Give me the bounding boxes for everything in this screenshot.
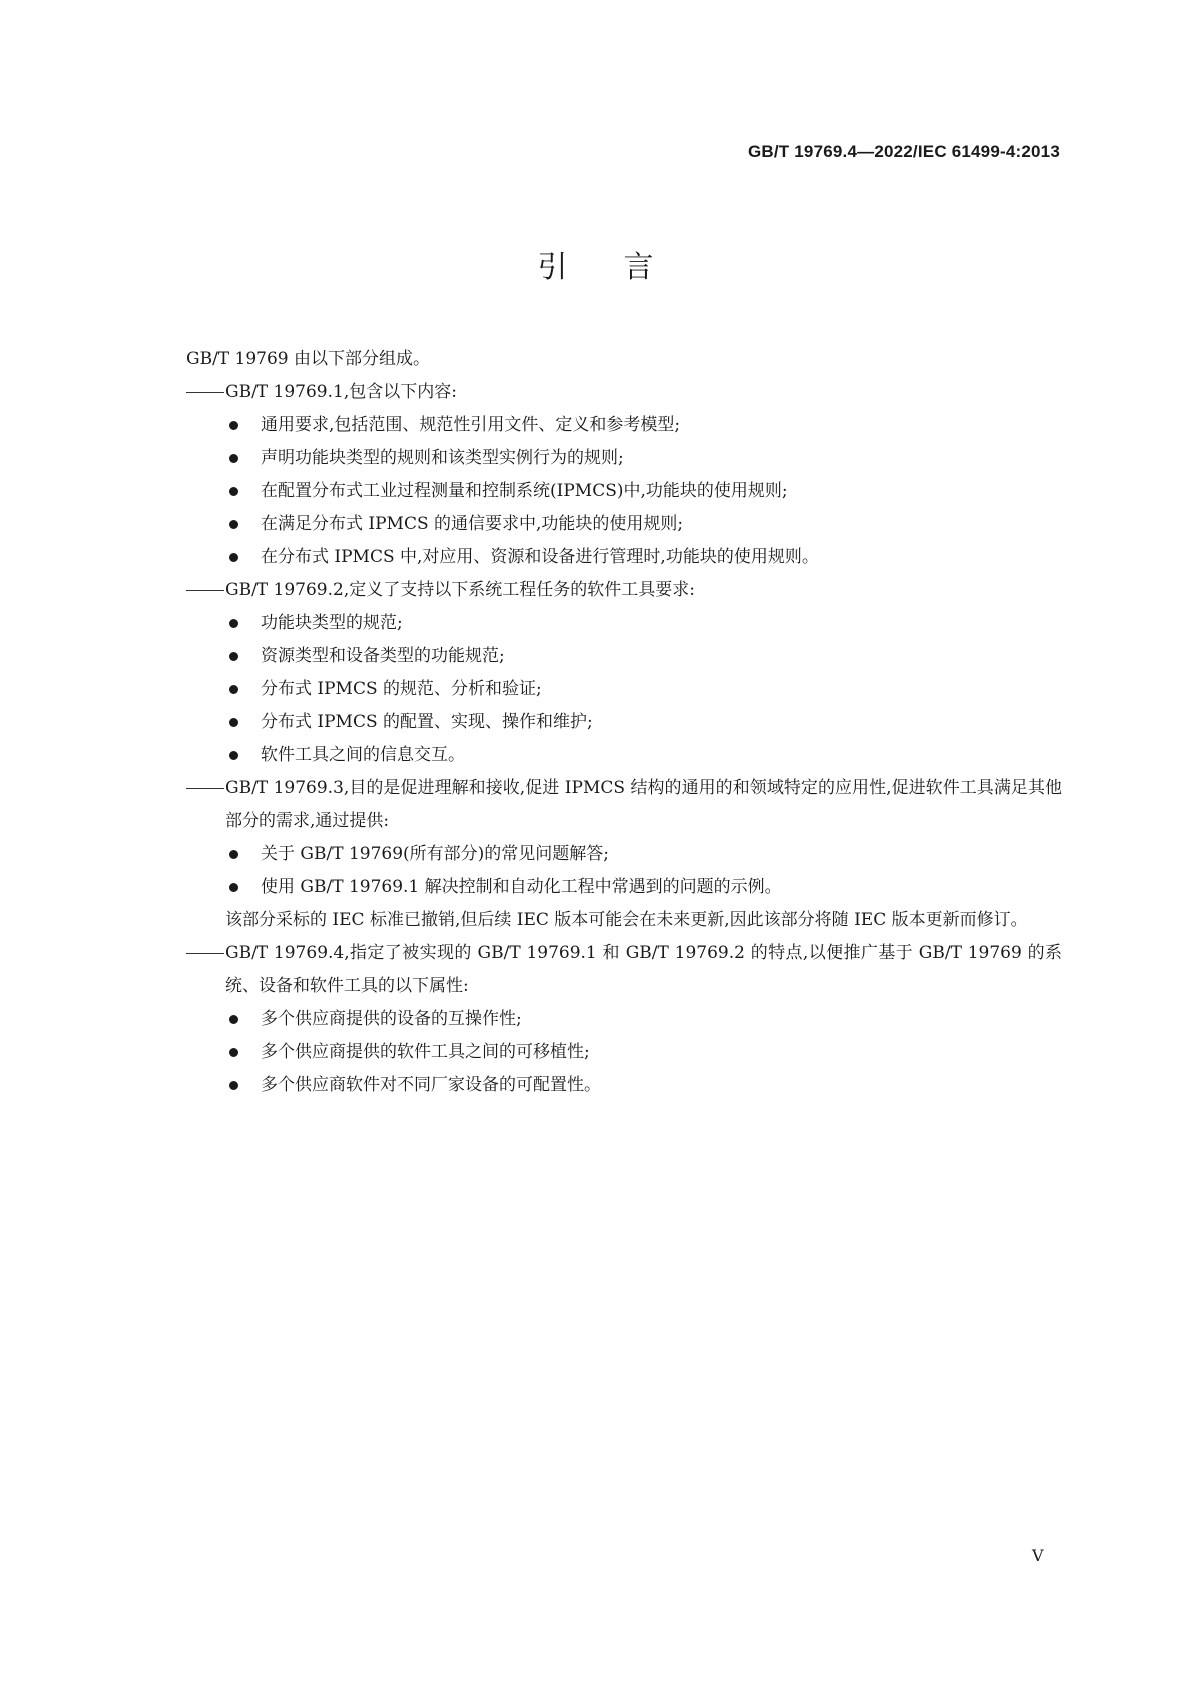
list-item-text: 关于 GB/T 19769(所有部分)的常见问题解答; xyxy=(261,844,610,864)
bullet-icon xyxy=(229,421,238,430)
dash-mark xyxy=(186,953,224,954)
list-item xyxy=(225,640,1062,673)
part-1-heading xyxy=(186,376,1062,409)
list-item xyxy=(225,409,1062,442)
bullet-icon xyxy=(229,883,238,892)
list-item-text: 功能块类型的规范; xyxy=(261,613,403,633)
bullet-icon xyxy=(229,454,238,463)
part-3-text: GB/T 19769.3,目的是促进理解和接收,促进 IPMCS 结构的通用的和领域特定的应用性,促进软件工具满足其他部分的需求,通过提供: xyxy=(225,778,1062,831)
list-item xyxy=(225,838,1062,871)
list-item xyxy=(225,871,1062,904)
bullet-icon xyxy=(229,718,238,727)
part-2 xyxy=(186,574,1062,772)
list-item-text: 多个供应商提供的软件工具之间的可移植性; xyxy=(261,1042,590,1062)
page-number: V xyxy=(1032,1546,1044,1565)
list-item xyxy=(225,1003,1062,1036)
bullet-icon xyxy=(229,1081,238,1090)
list-item xyxy=(225,607,1062,640)
bullet-icon xyxy=(229,652,238,661)
part-3-note: 该部分采标的 IEC 标准已撤销,但后续 IEC 版本可能会在未来更新,因此该部分将随 IEC 版本更新而修订。 xyxy=(225,910,1028,930)
part-4-text: GB/T 19769.4,指定了被实现的 GB/T 19769.1 和 GB/T 19769.2 的特点,以便推广基于 GB/T 19769 的系统、设备和软件工具的以下属性: xyxy=(225,943,1062,996)
part-3-bullet-list xyxy=(186,838,1062,904)
list-item-text: 通用要求,包括范围、规范性引用文件、定义和参考模型; xyxy=(261,415,681,435)
list-item xyxy=(225,508,1062,541)
part-3 xyxy=(186,772,1062,937)
list-item xyxy=(225,1069,1062,1102)
bullet-icon xyxy=(229,685,238,694)
list-item-text: 多个供应商软件对不同厂家设备的可配置性。 xyxy=(261,1075,601,1095)
part-4-bullet-list xyxy=(186,1003,1062,1102)
part-2-text: GB/T 19769.2,定义了支持以下系统工程任务的软件工具要求: xyxy=(225,580,695,600)
dash-mark xyxy=(186,392,224,393)
bullet-icon xyxy=(229,1015,238,1024)
bullet-icon xyxy=(229,751,238,760)
bullet-icon xyxy=(229,553,238,562)
bullet-icon xyxy=(229,619,238,628)
dash-mark xyxy=(186,788,224,789)
document-body xyxy=(186,343,1062,1102)
part-1 xyxy=(186,376,1062,574)
page-title: 引言 xyxy=(537,250,710,285)
bullet-icon xyxy=(229,850,238,859)
list-item-text: 软件工具之间的信息交互。 xyxy=(261,745,465,765)
list-item xyxy=(225,475,1062,508)
part-2-heading xyxy=(186,574,1062,607)
part-1-bullet-list xyxy=(186,409,1062,574)
intro-paragraph: GB/T 19769 由以下部分组成。 xyxy=(186,349,431,369)
list-item-text: 声明功能块类型的规则和该类型实例行为的规则; xyxy=(261,448,624,468)
part-4 xyxy=(186,937,1062,1102)
list-item xyxy=(225,442,1062,475)
list-item-text: 在满足分布式 IPMCS 的通信要求中,功能块的使用规则; xyxy=(261,514,684,534)
list-item-text: 多个供应商提供的设备的互操作性; xyxy=(261,1009,522,1029)
list-item xyxy=(225,739,1062,772)
bullet-icon xyxy=(229,1048,238,1057)
list-item-text: 分布式 IPMCS 的配置、实现、操作和维护; xyxy=(261,712,593,732)
part-1-text: GB/T 19769.1,包含以下内容: xyxy=(225,382,457,402)
list-item-text: 在分布式 IPMCS 中,对应用、资源和设备进行管理时,功能块的使用规则。 xyxy=(261,547,819,567)
list-item xyxy=(225,673,1062,706)
list-item xyxy=(225,541,1062,574)
list-item-text: 在配置分布式工业过程测量和控制系统(IPMCS)中,功能块的使用规则; xyxy=(261,481,788,501)
list-item xyxy=(225,1036,1062,1069)
list-item-text: 分布式 IPMCS 的规范、分析和验证; xyxy=(261,679,542,699)
bullet-icon xyxy=(229,487,238,496)
part-3-heading xyxy=(186,772,1062,838)
bullet-icon xyxy=(229,520,238,529)
part-4-heading xyxy=(186,937,1062,1003)
list-item-text: 使用 GB/T 19769.1 解决控制和自动化工程中常遇到的问题的示例。 xyxy=(261,877,782,897)
standard-number-header: GB/T 19769.4—2022/IEC 61499-4:2013 xyxy=(747,142,1060,161)
list-item xyxy=(225,706,1062,739)
list-item-text: 资源类型和设备类型的功能规范; xyxy=(261,646,505,666)
part-2-bullet-list xyxy=(186,607,1062,772)
dash-mark xyxy=(186,590,224,591)
